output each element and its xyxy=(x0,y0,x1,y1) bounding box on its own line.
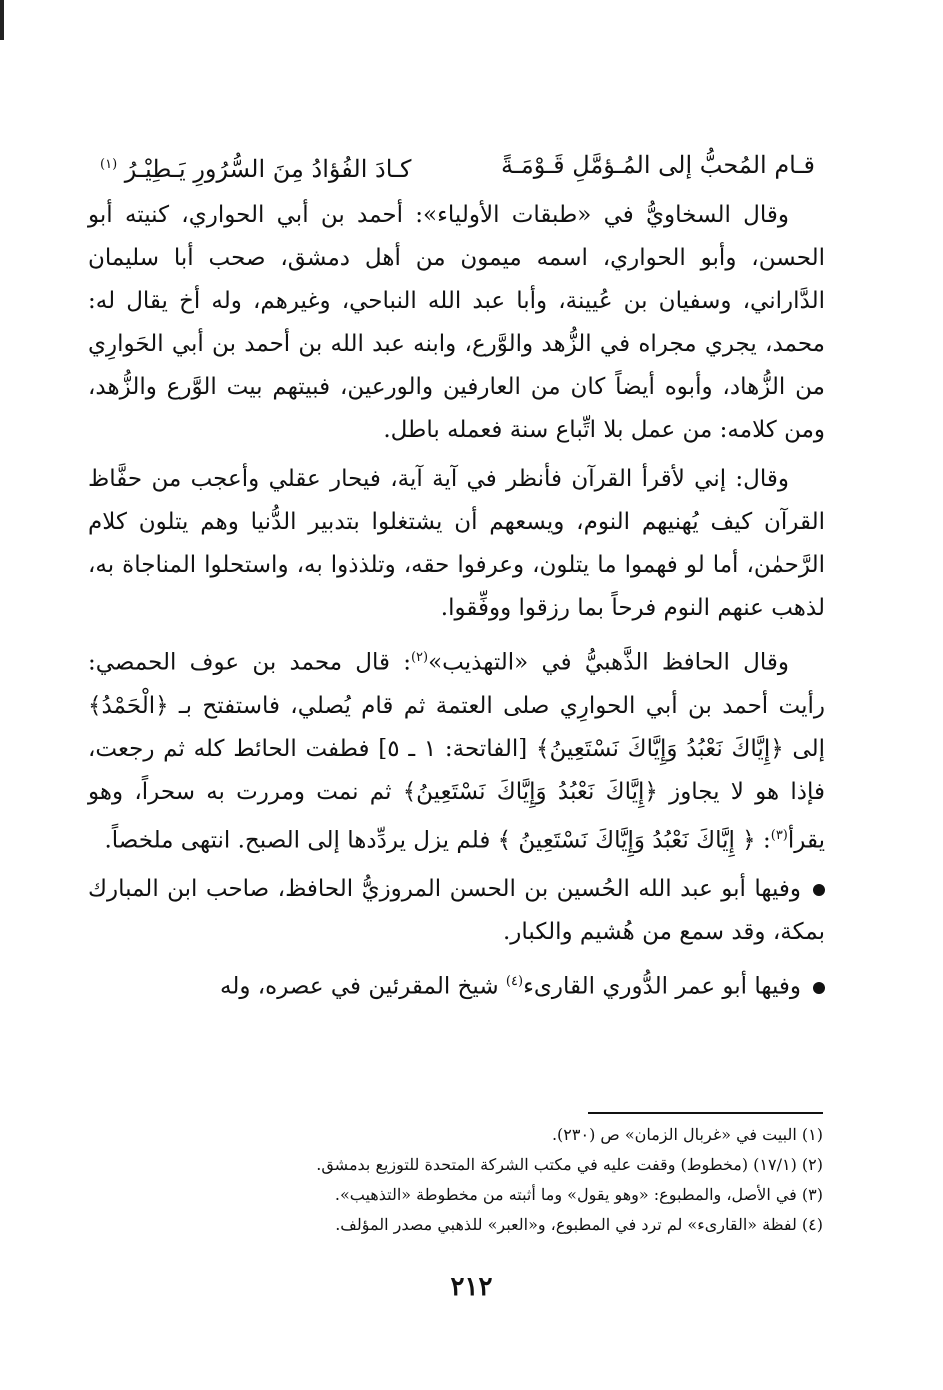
poetry-verse xyxy=(88,140,825,194)
bullet-icon xyxy=(813,884,825,896)
verse-left-hemistich: كـادَ الفُؤادُ مِنَ السُّرُورِ يَـطِيْـرُ $^{(١)}$ xyxy=(100,155,412,183)
footnote-ref[interactable]: (٤) xyxy=(505,974,524,990)
footnote-ref[interactable]: (١) xyxy=(100,157,118,172)
footnote-item: (٤) لفظة «القارىء» لم ترد في المطبوع، و«العبر» للذهبي مصدر المؤلف. xyxy=(335,1215,823,1234)
binding-edge xyxy=(0,0,4,40)
list-item: وفيها أبو عبد الله الحُسين بن الحسن المروزيُّ الحافظ، صاحب ابن المبارك بمكة، وقد سمع من هُشيم والكبار. xyxy=(88,876,825,946)
main-text xyxy=(88,140,825,1015)
verse-right-hemistich: قـام المُحبُّ إلى المُـؤمَّلِ قَـوْمَـةً xyxy=(500,151,815,179)
footnote-item: (٣) في الأصل، والمطبوع: «وهو يقول» وما أثبته من مخطوطة «التذهيب». xyxy=(334,1185,823,1204)
page-number: ٢١٢ xyxy=(450,1272,493,1302)
list-item: وفيها أبو عمر الدُّوري القارىء$^{(٤)}$ شيخ المقرئين في عصره، وله xyxy=(88,960,825,1009)
footnote-item: (٢) (١٧/١) (مخطوط) وقفت عليه في مكتب الشركة المتحدة للتوزيع بدمشق. xyxy=(316,1155,823,1174)
footnotes xyxy=(100,1120,823,1240)
paragraph-dhahabi: وقال الحافظ الذَّهبيُّ في «التهذيب»$^{(٢)}$: قال محمد بن عوف الحمصي: رأيت أحمد بن أبي الحوارِي صلى العتمة ثم قام يُصلي، فاستفتح بـ ﴿الْحَمْدُ﴾ إلى ﴿إِيَّاكَ نَعْبُدُ وَإِيَّاكَ نَسْتَعِينُ﴾ [الفاتحة: ١ ـ ٥] فطفت الحائط كله ثم رجعت، فإذا هو لا يجاوز ﴿إِيَّاكَ نَعْبُدُ وَإِيَّاكَ نَسْتَعِينُ﴾ ثم نمت ومررت به سحراً، وهو يقرأ$^{(٣)}$: ﴿ إِيَّاكَ نَعْبُدُ وَإِيَّاكَ نَسْتَعِينُ ﴾ فلم يزل يردِّدها إلى الصبح. انتهى ملخصاً. xyxy=(88,649,825,854)
bullet-icon xyxy=(813,982,825,994)
footnote-divider xyxy=(588,1112,823,1114)
paragraph-quran-reading: وقال: إني لأقرأ القرآن فأنظر في آية آية، فيحار عقلي وأعجب من حفَّاظ القرآن كيف يُهنيهم النوم، ويسعهم أن يشتغلوا بتدبير الدُّنيا وهم يتلون كلام الرَّحمٰن، أما لو فهموا ما يتلون، وعرفوا حقه، وتلذذوا به، واستحلوا المناجاة به، لذهب عنهم النوم فرحاً بما رزقوا ووفِّقوا. xyxy=(88,466,825,621)
footnote-ref[interactable]: (٢) xyxy=(410,650,429,665)
footnote-item: (١) البيت في «غربال الزمان» ص (٢٣٠). xyxy=(551,1125,823,1144)
paragraph-sakhawi: وقال السخاويُّ في «طبقات الأولياء»: أحمد بن أبي الحواري، كنيته أبو الحسن، وأبو الحواري، اسمه ميمون من أهل دمشق، صحب أبا سليمان الدَّاراني، وسفيان بن عُيينة، وأبا عبد الله النباحي، وغيرهم، وله أخ يقال له: محمد، يجري مجراه في الزُّهد والوَّرع، وابنه عبد الله بن أحمد بن أبي الحَوارِي من الزُّهاد، وأبوه أيضاً كان من العارفين والورعين، فبيتهم بيت الوَّرع والزُّهد، ومن كلامه: من عمل بلا اتِّباع سنة فعمله باطل. xyxy=(88,202,825,443)
footnote-ref[interactable]: (٣) xyxy=(770,827,788,843)
